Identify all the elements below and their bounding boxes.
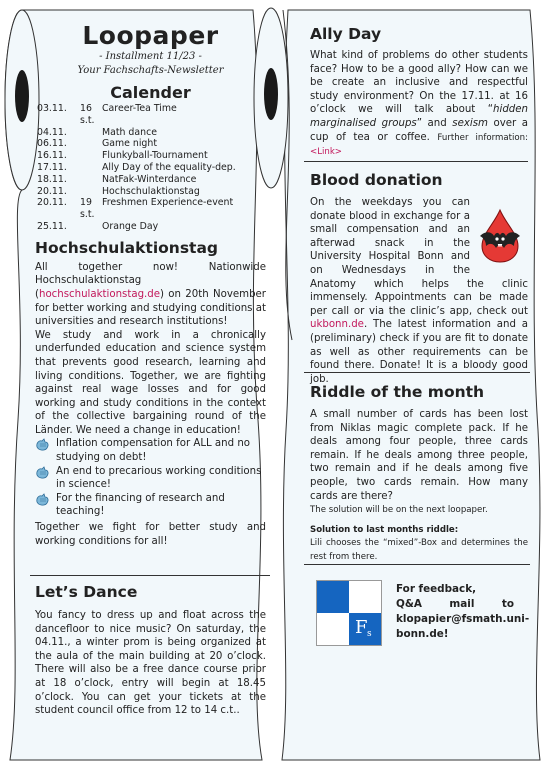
divider [304,161,528,162]
ukbonn-link[interactable]: ukbonn.de [310,319,364,331]
hochschul-closing: Together we fight for better study and working conditions for all! [35,522,266,547]
blood-drop-bat-icon [474,206,526,264]
calendar-date: 20.11. [37,185,67,197]
divider [304,372,530,373]
feedback-line-2: Q&A mail to [396,598,514,610]
calendar-date: 03.11. [37,103,67,114]
list-item: For the financing of research and teaching! [35,492,266,519]
calendar-event: Ally Day of the equality-dep. [102,161,236,173]
calendar-row [37,138,236,150]
logo-subscript: s [367,629,372,639]
calendar-row [37,162,236,174]
calendar-event: Math dance [102,126,157,138]
riddle-note: The solution will be on the next loopaper. [310,505,488,516]
riddle-heading: Riddle of the month [310,383,485,401]
calendar-event: Orange Day [102,220,159,232]
blood-paragraph: On the weekdays you can donate blood in exchange for a small compensation and an afterwad snack in the University Hospital Bonn and on Wednesdays in the Anatomy which helps the clinic immensely. Appointments can be made per call or via the clinic’s app, check out ukbonn.de. The latest information and a (preliminary) check if you are fit to donate as well as other requirements can be found there. Donate! It is a bloody good job. [310,197,528,385]
calendar-time [80,186,102,198]
ally-heading: Ally Day [310,25,382,43]
calendar-row [37,221,236,233]
dance-paragraph: You fancy to dress up and float across the dancefloor to nice music? On saturday, the 04.11., a winter prom is being organized at the aula of the main building at 20 o’clock. There will also be a free dance course prior at 18 o’clock, entry will begin at 18.45 o’clock. You can get your tickets at the student council office from 12 to 14 c.t.. [35,610,266,717]
calendar-date: 17.11. [37,161,67,173]
hochschul-heading: Hochschulaktionstag [35,238,219,257]
feedback-line-1: For feedback, [396,583,477,595]
calendar-time: 19 s.t. [80,197,95,221]
calendar-row [37,186,236,198]
fist-icon [35,438,50,457]
calendar-event: Flunkyball-Tournament [102,150,208,162]
left-column [35,21,266,717]
last-riddle-solution: Lili chooses the “mixed”-Box and determines the rest from there. [310,538,528,562]
hochschulaktionstag-link[interactable]: hochschulaktionstag.de [38,288,161,300]
calendar-time [80,138,102,150]
list-item: Inflation compensation for ALL and no studying on debt! [35,437,266,464]
calendar-row [37,174,236,186]
calendar-date: 04.11. [37,126,67,138]
calendar-heading: Calender [110,83,191,102]
feedback-email[interactable]: klopapier@fsmath.uni- [396,613,530,625]
calendar-date: 20.11. [37,197,67,209]
hochschul-paragraph-2: We study and work in a chronically underfunded education and science system that prevents good research, learning and living conditions. Together, we are fighting against real wage losses and for good working and study conditions in the context of the collective bargaining round of the Länder. We need a change in education! [35,329,266,436]
fist-icon [35,466,50,485]
hochschul-paragraph-1: All together now! Nationwide Hochschulaktionstag (hochschulaktionstag.de) on 20th November for better working and studying conditions at universities and research institutions! [35,261,266,328]
feedback-text [396,582,530,642]
calendar-time: 16 s.t. [80,103,95,126]
calendar-time [80,127,102,139]
blood-section [310,196,528,386]
divider [30,575,270,576]
feedback-email-cont: bonn.de! [396,628,449,640]
calendar-date: 25.11. [37,220,67,232]
last-riddle-heading: Solution to last months riddle: [310,524,459,535]
demands-list [35,437,266,519]
tagline: Your Fachschafts-Newsletter [77,65,224,76]
calendar-date: 16.11. [37,150,67,162]
list-item: An end to precarious working conditions in science! [35,465,266,492]
calendar-event: NatFak-Winterdance [102,173,197,185]
calendar-time [80,174,102,186]
calendar-event: Game night [102,138,158,150]
ally-info-link[interactable]: <Link> [310,147,342,158]
dance-heading: Let’s Dance [35,583,138,601]
fist-icon [35,493,50,512]
divider [304,564,530,565]
calendar-row [37,150,236,162]
ally-paragraph: What kind of problems do other students face? How to be a good ally? How can we be create an inclusive and respectful study environment? On the 17.11. at 16 o’clock we will talk about “hidden marginalised groups” and sexism over a cup of tea or coffee. Further information: <Link> [310,50,529,158]
riddle-section [310,408,528,565]
calendar-date: 18.11. [37,173,67,185]
calendar-table [37,103,236,233]
calendar-row [37,127,236,139]
calendar-date: 06.11. [37,138,67,150]
right-column [310,24,530,640]
calendar-time [80,162,102,174]
calendar-row [37,197,236,221]
calendar-row [37,103,236,127]
installment-label: - Installment 11/23 - [99,51,202,62]
calendar-time [80,221,102,233]
calendar-event: Freshmen Experience-event [102,197,234,209]
riddle-paragraph: A small number of cards has been lost from Niklas magic complete pack. If he deals among four people, three cards remain. If he deals among three people, two remain and if he deals among five people, two cards remain. How many cards are there? [310,409,528,502]
calendar-event: Career-Tea Time [102,103,177,114]
fachschaft-logo [316,580,382,646]
calendar-time [80,150,102,162]
newsletter-title: Loopaper [82,21,219,50]
calendar-event: Hochschulaktionstag [102,185,200,197]
logo-letter: F [355,617,368,638]
blood-heading: Blood donation [310,171,443,189]
